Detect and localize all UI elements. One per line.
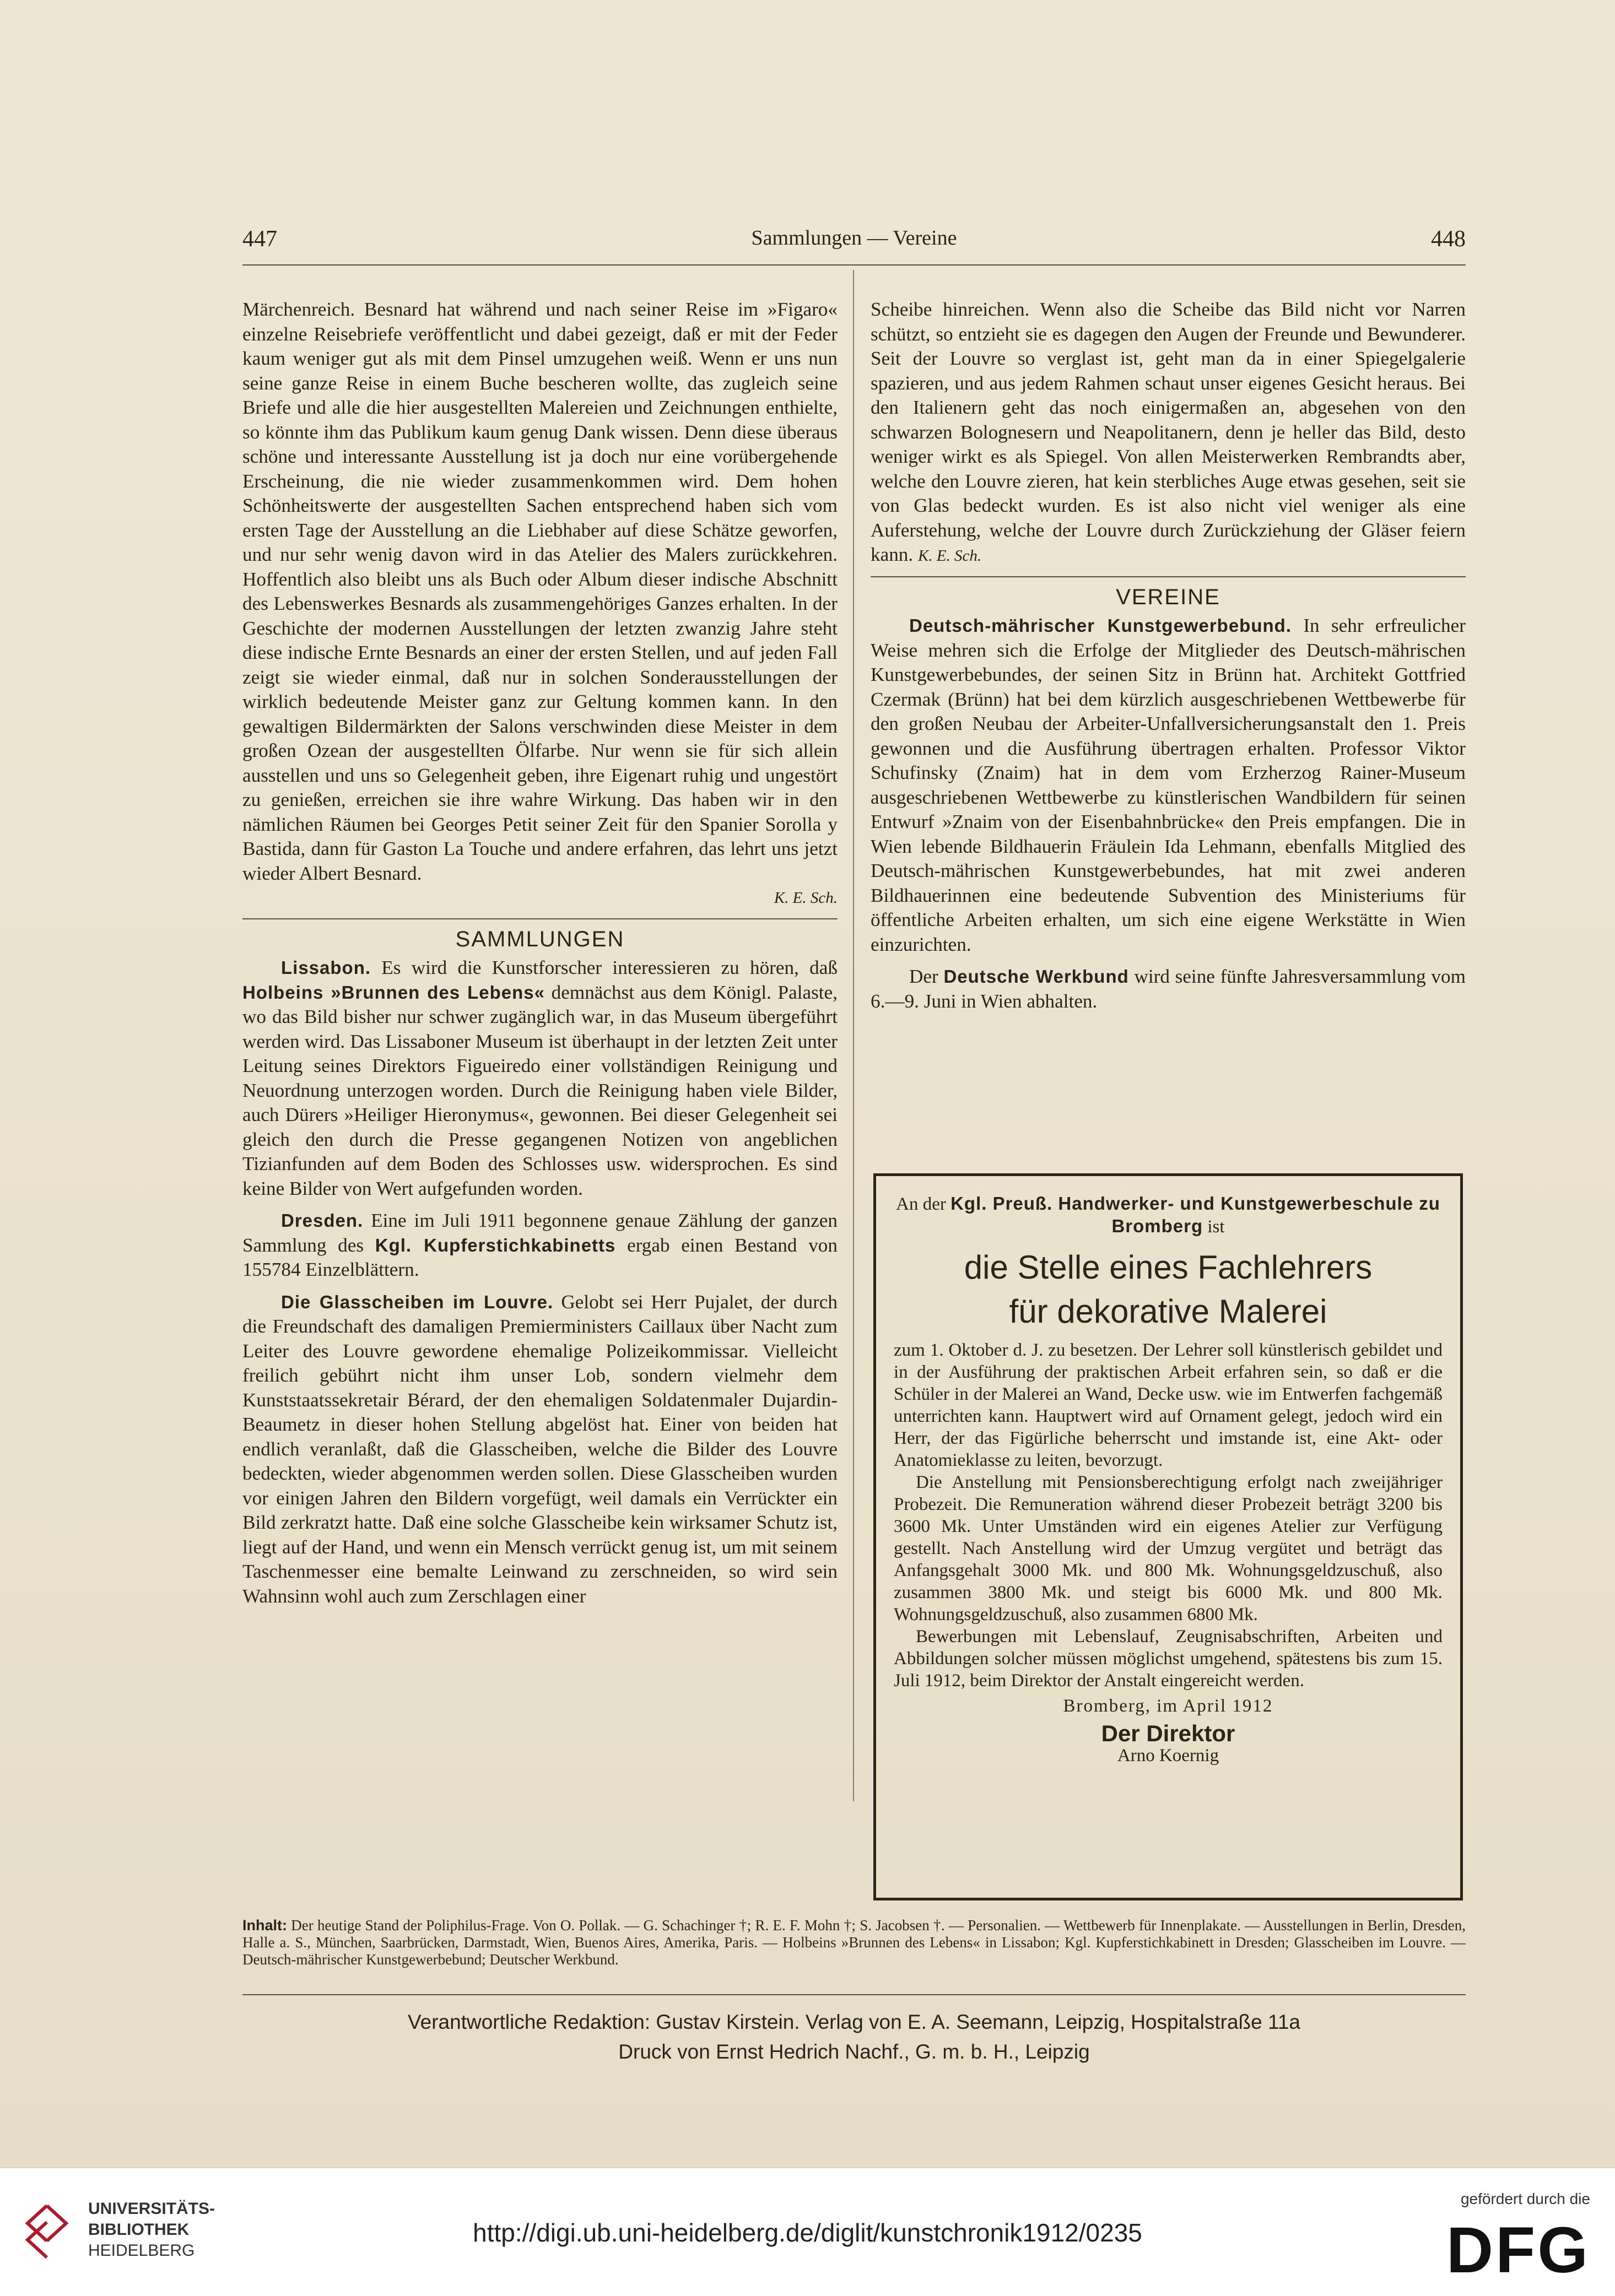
dfg-logo: DFG <box>1446 2214 1590 2287</box>
dresden-paragraph: Dresden. Eine im Juli 1911 begonnene genaue Zählung der ganzen Sammlung des Kgl. Kupferstichkabinetts ergab einen Bestand von 155784 Einzelblättern. <box>242 1210 838 1280</box>
toc-text: Der heutige Stand der Poliphilus-Frage. Von O. Pollak. — G. Schachinger †; R. E. F. Mohn †; S. Jacobsen †. — Personalien. — Wettbewerb für Innenplakate. — Ausstellungen in Berlin, Dresden, Halle a. S., München, Saarbrücken, Darmstadt, Wien, Buenos Aires, Amerika, Paris. — Holbeins »Brunnen des Lebens« in Lissabon; Kgl. Kupferstichkabinett in Dresden; Glasscheiben im Louvre. — Deutsch-mährischer Kunstgewerbebund; Deutscher Werkbund. <box>242 1917 1466 1968</box>
advertisement-headline: die Stelle eines Fachlehrers für dekorative Malerei <box>964 1249 1373 1330</box>
author-signature-2: K. E. Sch. <box>918 547 982 565</box>
kunstgewerbebund-heading: Deutsch-mährischer Kunstgewerbebund. <box>909 615 1292 636</box>
glasscheiben-heading: Die Glasscheiben im Louvre. <box>281 1291 554 1312</box>
source-url-link[interactable]: http://digi.ub.uni-heidelberg.de/diglit/kunstchronik1912/0235 <box>473 2218 1142 2247</box>
signer-title: Der Direktor <box>1101 1720 1235 1746</box>
digitization-footer <box>0 2168 1615 2296</box>
imprint-printer: Druck von Ernst Hedrich Nachf., G. m. b. H., Leipzig <box>618 2040 1090 2063</box>
job-advertisement <box>873 1173 1463 1900</box>
page-header <box>242 226 1466 266</box>
werkbund-name: Deutsche Werkbund <box>943 966 1129 987</box>
advertisement-requirements: zum 1. Oktober d. J. zu besetzen. Der Lehrer soll künstlerisch gebildet und in der Ausführung der praktischen Arbeit erfahren sein, so daß er die Schüler in der Malerei an Wand, Decke usw. wie im Entwerfen fachgemäß unterrichten kann. Hauptwert wird auf Ornament gelegt, jedoch wird ein Herr, der das Figürliche beherrscht und imstande ist, eine Akt- oder Anatomieklasse zu leiten, bevorzugt. <box>894 1340 1443 1470</box>
section-heading-vereine: VEREINE <box>1116 584 1220 609</box>
imprint <box>242 1994 1466 2067</box>
library-name: UNIVERSITÄTS- BIBLIOTHEK HEIDELBERG <box>88 2200 215 2260</box>
left-column <box>242 297 838 1609</box>
advertisement-application: Bewerbungen mit Lebenslauf, Zeugnisabschriften, Arbeiten und Abbildungen solcher müssen möglichst umgehend, spätestens bis zum 15. Juli 1912, beim Direktor der Anstalt eingereicht werden. <box>894 1627 1443 1691</box>
lissabon-paragraph: Lissabon. Es wird die Kunstforscher interessieren zu hören, daß Holbeins »Brunnen des Lebens« demnächst aus dem Königl. Palaste, wo das Bild bisher nur schwer zugänglich war, in das Museum übergeführt werden wird. Das Lissaboner Museum ist überhaupt in der letzten Zeit unter Leitung seines Direktors Figueiredo einer vollständigen Reinigung und Neuordnung unterzogen worden. Durch die Reinigung haben viele Bilder, auch Dürers »Heiliger Hieronymus«, gewonnen. Bei dieser Gelegenheit sei gleich den durch die Presse gegangenen Notizen von angeblichen Tizianfunden auf dem Boden des Schlosses usw. widersprochen. Es sind keine Bilder von Wert aufgefunden worden. <box>242 957 838 1199</box>
kunstgewerbebund-paragraph: Deutsch-mährischer Kunstgewerbebund. In sehr erfreulicher Weise mehren sich die Erfolge der Mitglieder des Deutsch-mährischen Kunstgewerbebundes, der seinen Sitz in Brünn hat. Architekt Gottfried Czermak (Brünn) hat bei dem kürzlich ausgeschriebenen Wettbewerbe für den großen Neubau der Arbeiter-Unfallversicherungsanstalt den 1. Preis gewonnen und die Ausführung übertragen erhalten. Professor Viktor Schufinsky (Znaim) hat in dem vom Erzherzog Rainer-Museum ausgeschriebenen Wettbewerbe zu künstlerischen Wandbildern für seinen Entwurf »Znaim von der Eisenbahnbrücke« den Preis empfangen. Die in Wien lebende Bildhauerin Fräulein Ida Lehmann, ebenfalls Mitglied des Deutsch-mährischen Kunstgewerbebundes, hat mit zwei anderen Bildhauerinnen eine bedeutende Subvention des Ministeriums für öffentliche Arbeiten erhalten, um sich eine eigene Werkstätte in Wien einzurichten. <box>871 615 1466 955</box>
advertisement-intro: An der Kgl. Preuß. Handwerker- und Kunstgewerbeschule zu Bromberg ist <box>896 1193 1440 1237</box>
funded-by-label: gefördert durch die <box>1460 2190 1590 2207</box>
table-of-contents <box>242 1917 1466 1968</box>
lissabon-heading: Lissabon. <box>281 957 371 978</box>
section-rule-2 <box>871 576 1466 577</box>
holbein-title: Holbeins »Brunnen des Lebens« <box>242 982 545 1003</box>
besnard-paragraph: Märchenreich. Besnard hat während und nach seiner Reise im »Figaro« einzelne Reisebriefe veröffentlicht und dabei gezeigt, daß er mit der Feder kaum weniger gut als mit dem Pinsel umzugehen weiß. Wenn er uns nun seine ganze Reise in einem Buche bescheren wollte, das zugleich seine Briefe und alle die hier ausgestellten Malereien und Zeichnungen enthielte, so könnte ihm das Publikum kaum genug Dank wissen. Denn diese überaus schöne und interessante Ausstellung ist ja doch nur eine vorübergehende Erscheinung, die nie wieder zusammenkommen wird. Dem hohen Schönheitswerte der ausgestellten Sachen entsprechend haben sich vom ersten Tage der Ausstellung an die Liebhaber auf diese Schätze geworfen, und nur sehr wenig davon wird in das Atelier des Malers zurückkehren. Hoffentlich also bleibt uns als Buch oder Album dieser indische Abschnitt des Lebenswerkes Besnards als zusammengehöriges Ganzes erhalten. In der Geschichte der modernen Ausstellungen der letzten zwanzig Jahre steht diese indische Ernte Besnards an einer der ersten Stellen, und auf jeden Fall zeigt sie wieder einmal, daß nur in solchen Sonderausstellungen der wirklich bedeutende Meister ganz zur Geltung kommen kann. In den gewaltigen Bildermärkten der Salons verschwinden diese Meister in dem großen Ozean der ausgestellten Ölfarbe. Nur wenn sie für sich allein ausstellen und uns so Gelegenheit geben, ihre Eigenart ruhig und ungestört zu genießen, erreichen sie ihre wahre Wirkung. Das haben wir in den nämlichen Räumen bei Georges Petit seiner Zeit für den Spanier Sorolla y Bastida, dann für Gaston La Touche und andere erfahren, das lehrt uns jetzt wieder Albert Besnard. <box>242 299 838 884</box>
imprint-editor-publisher: Verantwortliche Redaktion: Gustav Kirstein. Verlag von E. A. Seemann, Leipzig, Hospitalstraße 11a <box>408 2011 1300 2033</box>
right-column <box>871 297 1466 1014</box>
advertisement-place-date: Bromberg, im April 1912 <box>1063 1696 1273 1716</box>
column-divider <box>853 270 854 1801</box>
section-heading-sammlungen: SAMMLUNGEN <box>455 927 625 951</box>
werkbund-paragraph: Der Deutsche Werkbund wird seine fünfte Jahresversammlung vom 6.—9. Juni in Wien abhalten. <box>871 966 1466 1012</box>
signer-name: Arno Koernig <box>1117 1746 1219 1766</box>
section-rule <box>242 918 838 919</box>
author-signature: K. E. Sch. <box>774 889 838 907</box>
dresden-heading: Dresden. <box>281 1210 364 1231</box>
advertisement-salary: Die Anstellung mit Pensionsberechtigung erfolgt nach zweijähriger Probezeit. Die Remuneration während dieser Probezeit beträgt 3200 bis 3600 Mk. Unter Umständen wird ein eigenes Atelier zur Verfügung gestellt. Nach Anstellung wird der Umzug vergütet und beträgt das Anfangsgehalt 3000 Mk. und 800 Mk. Wohnungsgeldzuschuß, also zusammen 3800 Mk. und steigt bis 6000 Mk. und 800 Mk. Wohnungsgeldzuschuß, also zusammen 6800 Mk. <box>894 1472 1443 1624</box>
page-number-left: 447 <box>242 226 277 252</box>
page-number-right: 448 <box>1431 226 1466 252</box>
louvre-continuation-paragraph: Scheibe hinreichen. Wenn also die Scheibe das Bild nicht vor Narren schützt, so entzieht sie es dagegen den Augen der Freunde und Bewunderer. Seit der Louvre so verglast ist, geht man da in einer Spiegelgalerie spazieren, und aus jedem Rahmen schaut unser eigenes Gesicht heraus. Bei den Italienern geht das noch einigermaßen an, abgesehen von den schwarzen Bolognesern und Neapolitanern, denn je heller das Bild, desto weniger wirkt es als Spiegel. Von allen Meisterwerken Rembrandts aber, welche den Louvre zieren, hat kein sterbliches Auge etwas gesehen, seit sie von Glas bedeckt wurden. Es ist also nicht viel weniger als eine Auferstehung, welche der Louvre durch Zurückziehung der Gläser feiern kann. K. E. Sch. <box>871 299 1466 565</box>
kupferstichkabinett-name: Kgl. Kupferstichkabinetts <box>375 1234 616 1255</box>
toc-label: Inhalt: <box>242 1917 287 1934</box>
school-name: Kgl. Preuß. Handwerker- und Kunstgewerbeschule zu Bromberg <box>950 1193 1440 1236</box>
glasscheiben-paragraph: Die Glasscheiben im Louvre. Gelobt sei Herr Pujalet, der durch die Freundschaft des damaligen Premierministers Caillaux über Nacht zum Leiter des Louvre gewordene ehemalige Polizeikommissar. Vielleicht freilich gebührt nicht ihm unser Lob, sondern vielmehr dem Kunststaatssekretair Bérard, der den ehemaligen Soldatenmaler Dujardin-Beaumetz in dieser hohen Stellung abgelöst hat. Einer von beiden hat endlich veranlaßt, daß die Glasscheiben, welche die Bilder des Louvre bedeckten, wieder abgenommen werden sollen. Diese Glasscheiben wurden vor einigen Jahren den Bildern vorgefügt, weil damals ein Verrückter ein Bild zerkratzt hatte. Daß eine solche Glasscheibe kein wirksamer Schutz ist, liegt auf der Hand, und wenn ein Mensch verrückt genug ist, um mit seinem Taschenmesser eine bemalte Leinwand zu zerschneiden, so wird sein Wahnsinn wohl auch zum Zerschlagen einer <box>242 1291 838 1607</box>
running-title: Sammlungen — Vereine <box>751 226 957 250</box>
